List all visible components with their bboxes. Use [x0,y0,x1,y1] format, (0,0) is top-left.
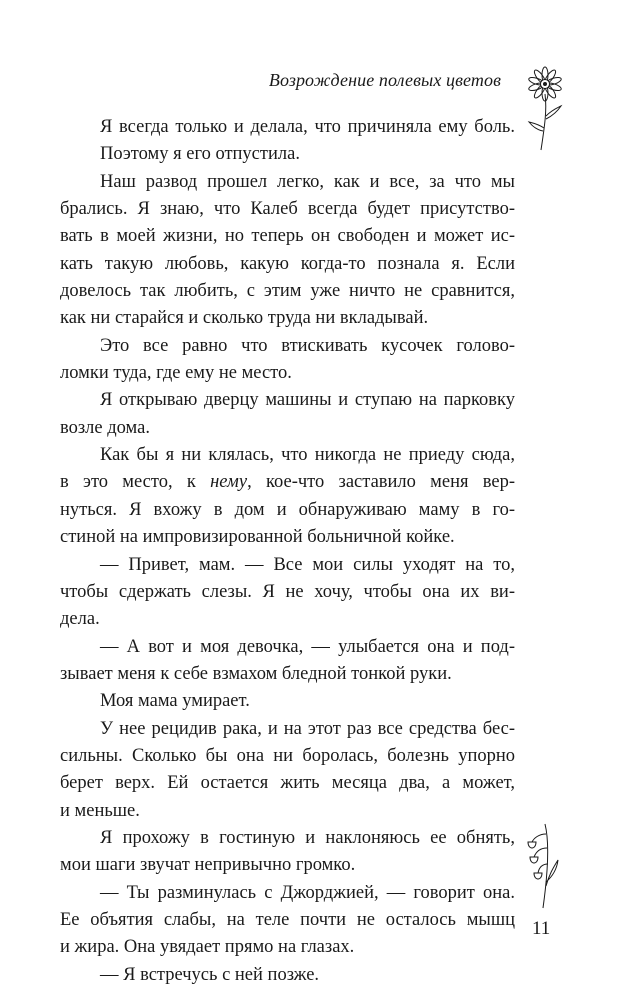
text-line: чтобы сдержать слезы. Я не хочу, чтобы она их ви- [60,581,515,602]
emphasized-word: нему [210,472,248,493]
running-title: Возрождение полевых цветов [268,70,501,90]
text-line [60,469,515,496]
text-line: Как бы я ни клялась, что никогда не приеду сюда, [100,445,515,466]
text-line: Я всегда только и делала, что причиняла ему боль. [100,117,515,137]
text-line: Я прохожу в гостиную и наклоняюсь ее обнять, [100,827,515,848]
text-line: — А вот и моя девочка, — улыбается она и под- [100,636,515,657]
text-line: нуться. Я вхожу в дом и обнаруживаю маму в го- [60,499,515,520]
text-segment: в это место, к [60,472,196,493]
text-line: сильны. Сколько бы она ни боролась, болезнь упорно [60,745,515,766]
text-line: Я открываю дверцу машины и ступаю на парковку [100,390,515,411]
text-line: как ни старайся и сколько труда ни вкладывай. [60,308,429,329]
text-line: и жира. Она увядает прямо на глазах. [60,937,355,958]
text-line: Поэтому я его отпустила. [100,144,300,165]
text-line: — Привет, мам. — Все мои силы уходят на то, [100,554,515,575]
text-segment: , кое-что заставило меня вер- [247,472,515,493]
daisy-icon [521,64,569,154]
text-line: возле дома. [60,417,150,438]
text-line: вать в моей жизни, но теперь он свободен и может ис- [60,226,515,247]
text-line: Это все равно что втискивать кусочек голово- [100,335,515,356]
page-number: 11 [532,918,551,939]
lily-of-the-valley-icon [525,820,561,912]
text-line: довелось так любить, с этим уже ничто не сравнится, [60,281,515,302]
body-text [60,114,515,989]
text-line: берет верх. Ей остается жить месяца два, а может, [60,773,515,794]
text-line: ломки туда, где ему не место. [60,363,292,384]
text-line: кать такую любовь, какую когда-то познала я. Если [60,253,515,274]
text-line: — Я встречусь с ней позже. [100,964,320,985]
text-line: Моя мама умирает. [100,691,250,712]
text-line: Ее объятия слабы, на теле почти не осталось мышц [60,909,515,930]
text-line: — Ты разминулась с Джорджией, — говорит она. [100,882,515,903]
text-line: стиной на импровизированной больничной койке. [60,527,455,548]
text-line: Наш развод прошел легко, как и все, за что мы [100,171,515,192]
text-line: и меньше. [60,800,140,821]
text-line: зывает меня к себе взмахом бледной тонкой руки. [60,663,452,684]
text-line: дела. [60,609,100,630]
text-line: брались. Я знаю, что Калеб всегда будет присутство- [60,199,515,220]
text-line: мои шаги звучат непривычно громко. [60,855,356,876]
text-line: У нее рецидив рака, и на этот раз все средства бес- [100,718,515,739]
